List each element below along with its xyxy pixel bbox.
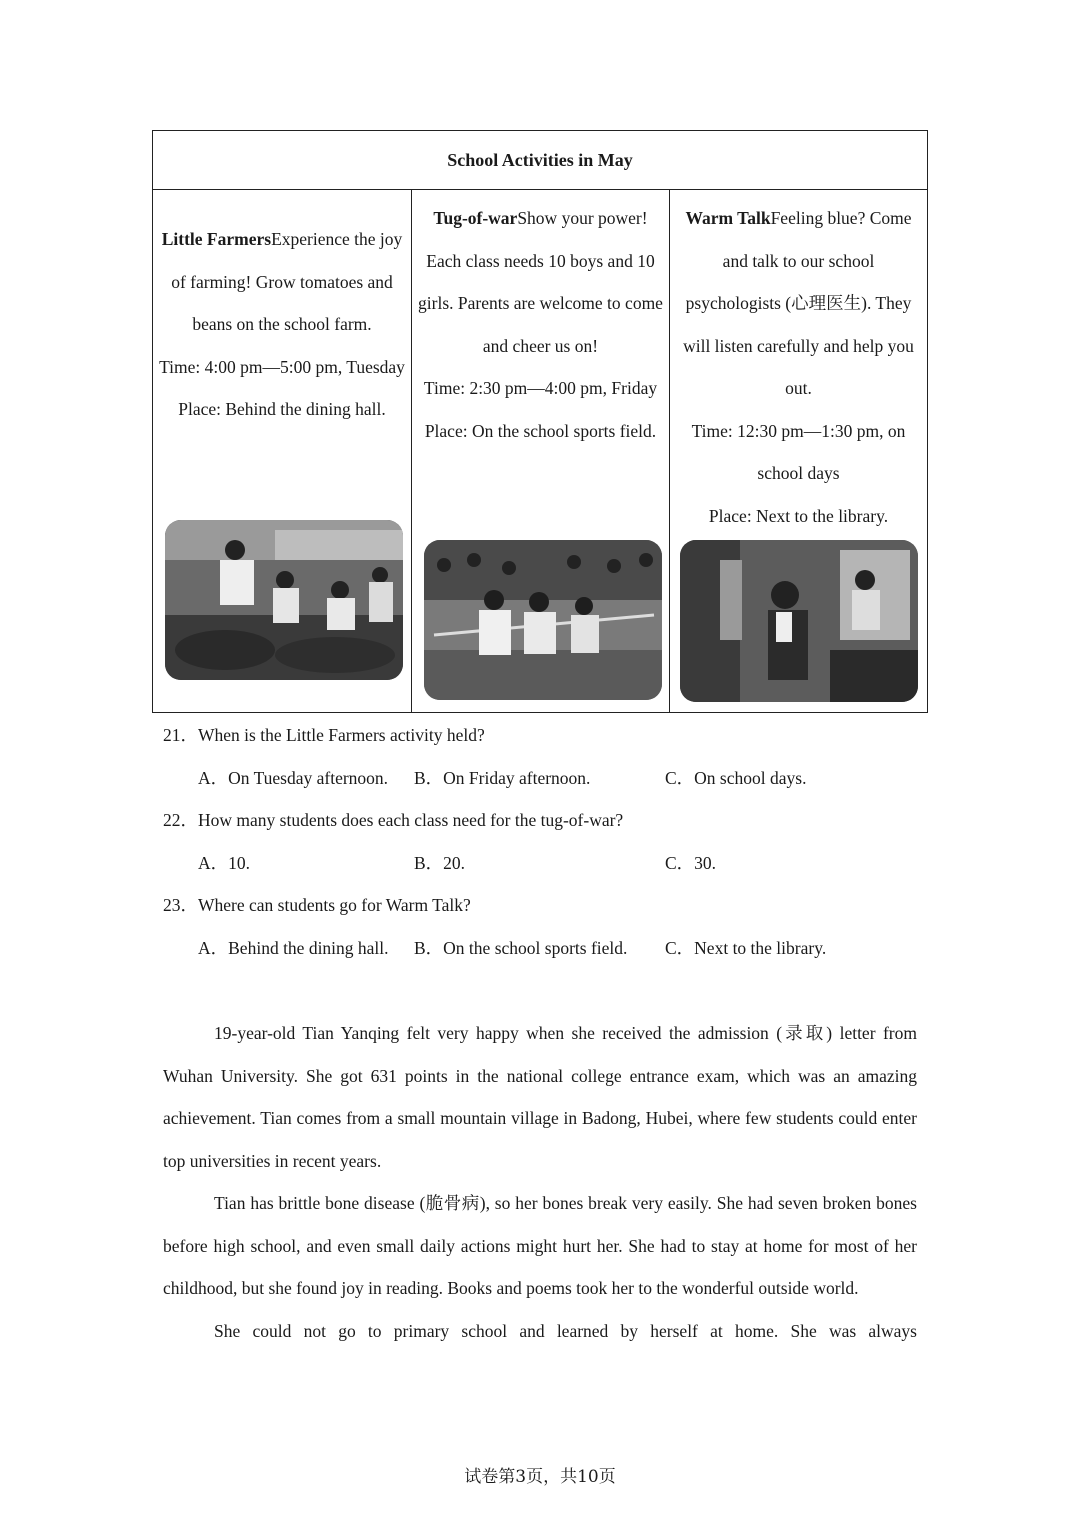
tug-of-war-photo	[424, 540, 662, 700]
activity-name: Little Farmers	[161, 229, 272, 249]
activity-time: Time: 12:30 pm—1:30 pm, on school days	[691, 420, 906, 483]
reading-passage	[163, 1012, 917, 1352]
activity-little-farmers	[153, 190, 411, 713]
activity-place: Place: Behind the dining hall.	[178, 399, 386, 419]
activity-warm-talk	[669, 190, 927, 713]
farming-photo	[165, 520, 403, 680]
paragraph: Tian has brittle bone disease (脆骨病), so her bones break very easily. She had seven broken bones before high school, and even small daily actions might hurt her. She had to stay at home for most of her childhood, but she found joy in reading. Books and poems took her to the wonderful outside world.	[163, 1193, 917, 1298]
activity-place: Place: On the school sports field.	[424, 420, 657, 441]
question-options	[163, 927, 923, 970]
paragraph: She could not go to primary school and learned by herself at home. She was always	[214, 1320, 917, 1341]
option-a: A．10.	[198, 852, 251, 873]
option-c: C．30.	[665, 852, 717, 873]
activity-desc: Show your power! Each class needs 10 boys and 10 girls. Parents are welcome to come and cheer us on!	[418, 208, 663, 356]
activity-time: Time: 4:00 pm—5:00 pm, Tuesday	[159, 356, 405, 377]
option-b: B．On Friday afternoon.	[414, 767, 591, 788]
activities-table	[152, 130, 928, 713]
option-a: A．On Tuesday afternoon.	[198, 767, 389, 788]
option-b: B．On the school sports field.	[414, 937, 628, 958]
activity-desc: Feeling blue? Come and talk to our school psychologists (心理医生). They will listen carefully and help you out.	[683, 208, 914, 398]
paragraph: 19-year-old Tian Yanqing felt very happy when she received the admission (录取) letter from Wuhan University. She got 631 points in the national college entrance exam, which was an amazing achievement. Tian comes from a small mountain village in Badong, Hubei, where few students could enter top universities in recent years.	[163, 1023, 917, 1171]
table-title: School Activities in May	[153, 131, 927, 190]
question-stem: 21．When is the Little Farmers activity held?	[163, 725, 485, 745]
activity-place: Place: Next to the library.	[708, 505, 889, 526]
option-c: C．Next to the library.	[665, 937, 827, 958]
activity-name: Warm Talk	[685, 208, 771, 228]
activity-desc: Experience the joy of farming! Grow tomatoes and beans on the school farm.	[171, 229, 403, 334]
activity-time: Time: 2:30 pm—4:00 pm, Friday	[423, 378, 658, 398]
question-options	[163, 842, 923, 885]
warm-talk-photo	[680, 540, 918, 702]
question-stem: 23．Where can students go for Warm Talk?	[163, 895, 471, 915]
question-options	[163, 757, 923, 800]
question-stem: 22．How many students does each class need for the tug-of-war?	[163, 810, 624, 830]
page-footer: 试卷第3页，共10页	[464, 1467, 616, 1487]
activity-name: Tug-of-war	[433, 208, 518, 228]
questions	[163, 714, 923, 969]
activity-tug-of-war	[411, 190, 669, 713]
option-c: C．On school days.	[665, 767, 807, 788]
option-a: A．Behind the dining hall.	[198, 937, 389, 958]
option-b: B．20.	[414, 852, 466, 873]
